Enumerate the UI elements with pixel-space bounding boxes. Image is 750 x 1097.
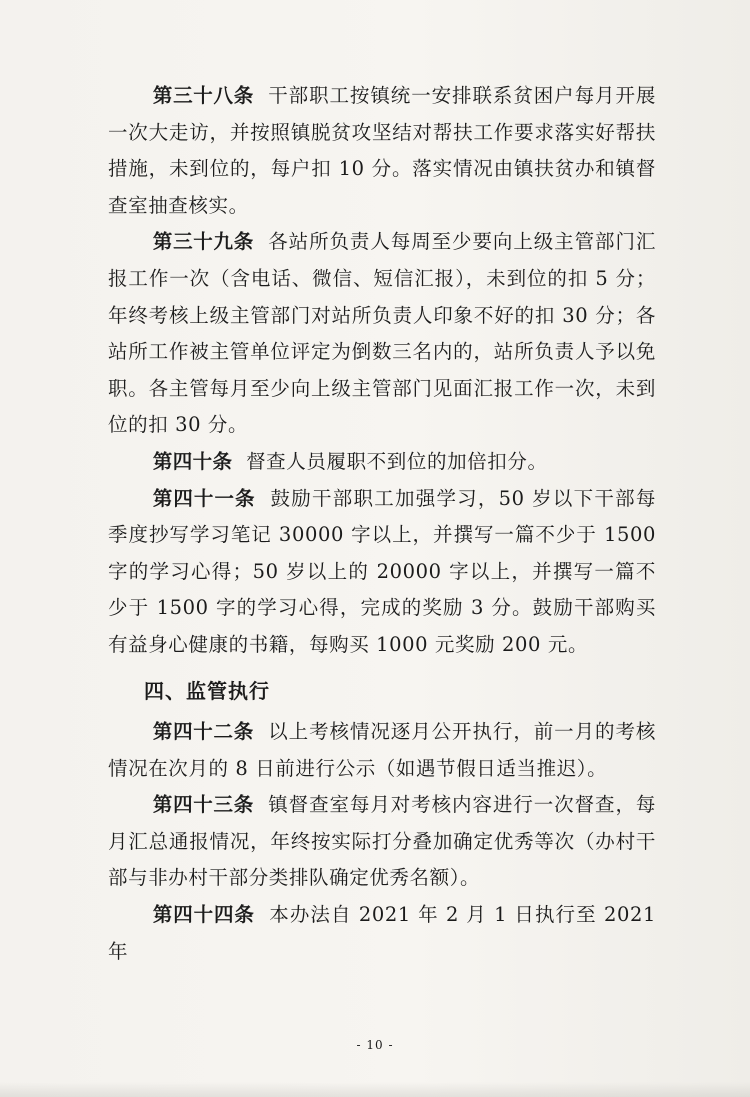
article-39 <box>108 224 656 444</box>
article-title: 第四十条 <box>152 449 233 473</box>
article-title: 第三十九条 <box>152 230 254 254</box>
article-title: 第四十二条 <box>152 720 254 744</box>
article-text: 以上考核情况逐月公开执行，前一月的考核情况在次月的 8 日前进行公示（如遇节假日适当推迟）。 <box>108 720 656 780</box>
article-text: 干部职工按镇统一安排联系贫困户每月开展一次大走访，并按照镇脱贫攻坚结对帮扶工作要求落实好帮扶措施，未到位的，每户扣 10 分。落实情况由镇扶贫办和镇督查室抽查核实。 <box>108 84 656 217</box>
article-title: 第四十一条 <box>152 486 256 510</box>
article-43 <box>108 787 656 897</box>
article-text: 督查人员履职不到位的加倍扣分。 <box>246 449 548 473</box>
article-title: 第四十四条 <box>152 903 255 927</box>
article-38 <box>108 78 656 224</box>
article-text: 本办法自 2021 年 2 月 1 日执行至 2021 年 <box>108 903 656 963</box>
article-title: 第三十八条 <box>152 84 254 107</box>
article-text: 镇督查室每月对考核内容进行一次督查，每月汇总通报情况，年终按实际打分叠加确定优秀等次（办村干部与非办村干部分类排队确定优秀名额）。 <box>108 793 656 890</box>
scan-bottom-edge <box>0 1082 750 1097</box>
article-text: 各站所负责人每周至少要向上级主管部门汇报工作一次（含电话、微信、短信汇报），未到位的扣 5 分；年终考核上级主管部门对站所负责人印象不好的扣 30 分；各站所工作被主管单位评定为倒数三名内的，站所负责人予以免职。各主管每月至少向上级主管部门见面汇报工作一次，未到位的扣 30 分。 <box>108 230 656 437</box>
article-44 <box>108 897 656 970</box>
section-heading: 四、监管执行 <box>144 678 270 703</box>
article-text: 鼓励干部职工加强学习，50 岁以下干部每季度抄写学习笔记 30000 字以上，并撰写一篇不少于 1500 字的学习心得；50 岁以上的 20000 字以上，并撰写一篇不少于 1500 字的学习心得，完成的奖励 3 分。鼓励干部购买有益身心健康的书籍，每购买 1000 元奖励 200 元。 <box>108 486 656 656</box>
document-body <box>108 78 656 970</box>
article-42 <box>108 714 656 787</box>
page-number: - 10 - <box>356 1038 394 1052</box>
article-41 <box>108 481 656 664</box>
article-40 <box>108 444 656 481</box>
article-title: 第四十三条 <box>152 793 254 817</box>
